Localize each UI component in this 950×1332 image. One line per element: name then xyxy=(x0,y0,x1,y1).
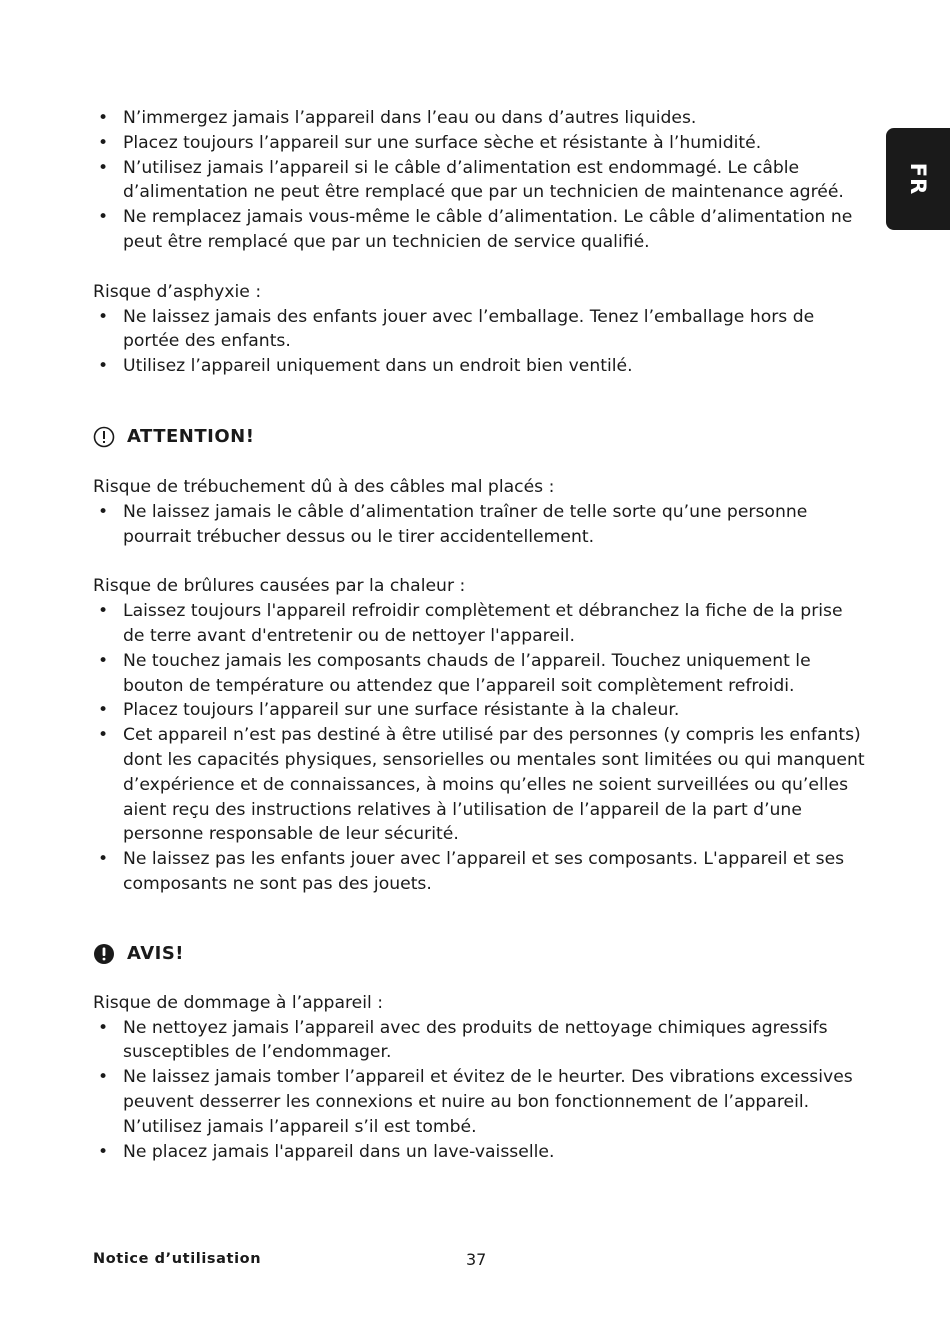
page-number: 37 xyxy=(466,1250,487,1269)
tripping-list xyxy=(93,500,868,550)
list-item: • Ne nettoyez jamais l’appareil avec des produits de nettoyage chimiques agressifs susceptibles de l’endommager. xyxy=(98,1017,828,1063)
list-item: • N’utilisez jamais l’appareil si le câble d’alimentation est endommagé. Le câble d’alimentation ne peut être remplacé que par un technicien de maintenance agréé. xyxy=(98,157,844,203)
list-item: • Placez toujours l’appareil sur une surface résistante à la chaleur. xyxy=(98,700,680,721)
avis-notice xyxy=(93,943,868,965)
list-item: • Ne touchez jamais les composants chauds de l’appareil. Touchez uniquement le bouton de température ou attendez que l’appareil soit complètement refroidi. xyxy=(98,650,811,696)
exclamation-circle-outline-icon xyxy=(93,426,115,448)
list-item: • N’immergez jamais l’appareil dans l’eau ou dans d’autres liquides. xyxy=(98,108,697,128)
list-item: • Placez toujours l’appareil sur une surface sèche et résistante à l’humidité. xyxy=(98,132,762,153)
avis-label: AVIS! xyxy=(127,943,185,965)
exclamation-circle-filled-icon xyxy=(93,943,115,965)
general-safety-list xyxy=(93,106,868,255)
list-item: • Ne laissez pas les enfants jouer avec l’appareil et ses composants. L'appareil et ses composants ne sont pas des jouets. xyxy=(98,849,845,894)
language-tab-label: FR xyxy=(906,162,930,196)
asphyxia-heading: Risque d’asphyxie : xyxy=(93,281,262,302)
asphyxia-list xyxy=(93,305,868,379)
page-content xyxy=(93,106,868,1164)
list-item: • Ne laissez jamais tomber l’appareil et évitez de le heurter. Des vibrations excessives peuvent desserrer les connexions et nuire au bon fonctionnement de l’appareil. N’utilisez jamais l’appareil s’il est tombé. xyxy=(98,1067,853,1137)
list-item: • Ne laissez jamais le câble d’alimentation traîner de telle sorte qu’une personne pourrait trébucher dessus ou le tirer accidentellement. xyxy=(98,501,808,547)
list-item: • Ne placez jamais l'appareil dans un lave-vaisselle. xyxy=(98,1141,555,1162)
list-item: • Utilisez l’appareil uniquement dans un endroit bien ventilé. xyxy=(98,356,633,377)
list-item: • Cet appareil n’est pas destiné à être utilisé par des personnes (y compris les enfants) dont les capacités physiques, sensorielles ou mentales sont limitées ou qui manquent d’expérience et de connaissances, à moins qu’elles ne soient surveillées ou qu’elles aient reçu des instructions relatives à l’utilisation de l’appareil de la part d’une personne responsable de leur sécurité. xyxy=(98,725,865,845)
damage-list xyxy=(93,1016,868,1165)
burns-heading: Risque de brûlures causées par la chaleur : xyxy=(93,576,466,597)
tripping-heading: Risque de trébuchement dû à des câbles mal placés : xyxy=(93,476,555,497)
burns-list xyxy=(93,599,868,897)
list-item: • Ne laissez jamais des enfants jouer avec l’emballage. Tenez l’emballage hors de portée des enfants. xyxy=(98,306,815,352)
list-item: • Laissez toujours l'appareil refroidir complètement et débranchez la fiche de la prise de terre avant d'entretenir ou de nettoyer l'appareil. xyxy=(98,601,843,646)
list-item: • Ne remplacez jamais vous-même le câble d’alimentation. Le câble d’alimentation ne peut être remplacé que par un technicien de service qualifié. xyxy=(98,207,853,252)
attention-notice xyxy=(93,426,868,448)
footer-title: Notice d’utilisation xyxy=(93,1251,262,1267)
damage-heading: Risque de dommage à l’appareil : xyxy=(93,992,384,1013)
attention-label: ATTENTION! xyxy=(127,426,255,448)
language-tab xyxy=(886,128,950,230)
